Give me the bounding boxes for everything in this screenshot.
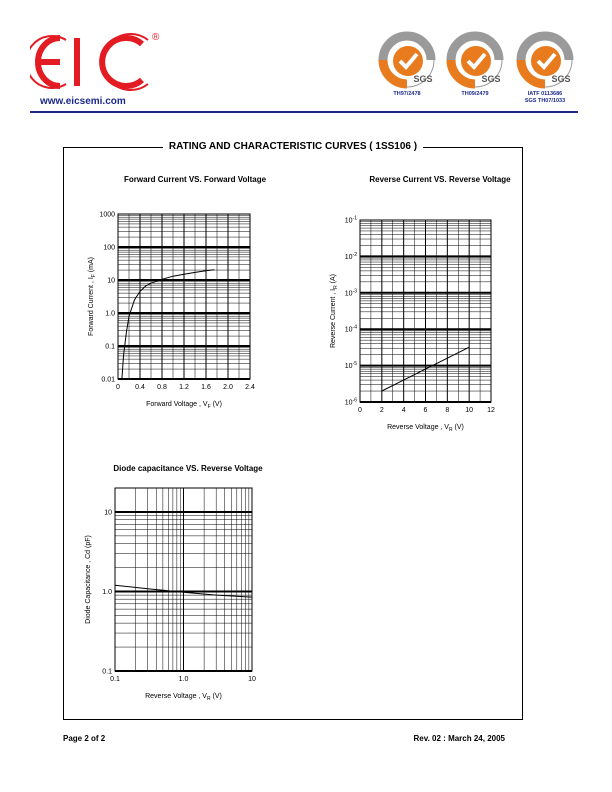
x-axis-label: Reverse Voltage , $V_R$ (V) [145,693,222,702]
x-tick-label: 2.4 [245,384,255,391]
x-tick-label: 0.1 [110,676,120,683]
series-line [122,270,214,379]
sgs-badge [443,30,507,90]
eic-logo [30,30,165,92]
x-tick-label: 1.0 [178,676,189,683]
y-tick-label: $10^{-3}$ [344,288,357,298]
sgs-brand: SGS [413,74,433,84]
y-tick-label: 10 [107,277,115,285]
x-tick-label: 0 [116,384,120,391]
y-tick-label: 1.0 [105,310,115,318]
sgs-brand: SGS [481,74,501,84]
x-tick-label: 0.4 [135,384,145,391]
y-tick-label: 1.0 [102,588,112,596]
x-axis-label: Forward Voltage , $V_F$ (V) [146,401,222,410]
x-tick-label: 2.0 [223,384,233,391]
x-tick-label: 6 [423,407,428,414]
y-axis-label: Diode Capacitance , Cd (pF) [85,535,92,624]
badge-center [531,46,561,76]
x-tick-label: 10 [248,676,256,683]
sgs-badge [375,30,439,90]
y-tick-label: $10^{-6}$ [344,397,357,407]
x-tick-label: 0.8 [157,384,167,391]
y-tick-label: $10^{-5}$ [344,361,357,371]
y-tick-label: 0.1 [105,343,115,351]
y-tick-label: 1000 [99,211,115,219]
y-tick-label: 100 [103,244,115,252]
x-tick-label: 2 [379,407,384,414]
page-title: RATING AND CHARACTERISTIC CURVES ( 1SS106 ) [163,141,423,152]
page-number: Page 2 of 2 [63,734,106,743]
chart-title-reverse: Reverse Current VS. Reverse Voltage [369,175,511,184]
badge-center [461,46,491,76]
reverse-current-chart [315,205,525,440]
sgs-badge [513,30,577,90]
badge-center [393,46,423,76]
y-tick-label: $10^{-2}$ [344,251,357,261]
y-axis-label: Forward Current , $I_F$ (mA) [88,257,97,336]
y-tick-label: $10^{-1}$ [344,215,357,225]
badge-caption: TH97/2478 [393,91,421,97]
x-tick-label: 12 [487,407,495,414]
y-tick-label: 0.1 [102,668,112,676]
revision-date: Rev. 02 : March 24, 2005 [413,734,505,743]
website-link[interactable]: www.eicsemi.com [40,96,126,107]
x-tick-label: 0 [358,407,362,414]
sgs-brand: SGS [551,74,571,84]
chart-title-capacitance: Diode capacitance VS. Reverse Voltage [113,464,263,473]
capacitance-chart [70,480,290,710]
forward-current-chart [70,200,290,425]
y-tick-label: $10^{-4}$ [344,324,357,334]
registered-mark: ® [152,32,160,43]
x-tick-label: 8 [445,407,450,414]
badge-caption: TH09/2479 [461,91,489,97]
x-tick-label: 1.6 [201,384,211,391]
x-tick-label: 1.2 [179,384,189,391]
y-axis-label: Reverse Current , $I_R$ (A) [330,273,339,349]
x-axis-label: Reverse Voltage , $V_R$ (V) [387,424,464,433]
badge-caption: IATF 0113686 SGS TH07/1033 [524,91,566,104]
header-rule [30,111,578,113]
chart-title-forward: Forward Current VS. Forward Voltage [123,175,267,184]
y-tick-label: 10 [104,509,112,517]
x-tick-label: 10 [465,407,474,414]
y-tick-label: 0.01 [101,376,115,384]
x-tick-label: 4 [401,407,406,414]
